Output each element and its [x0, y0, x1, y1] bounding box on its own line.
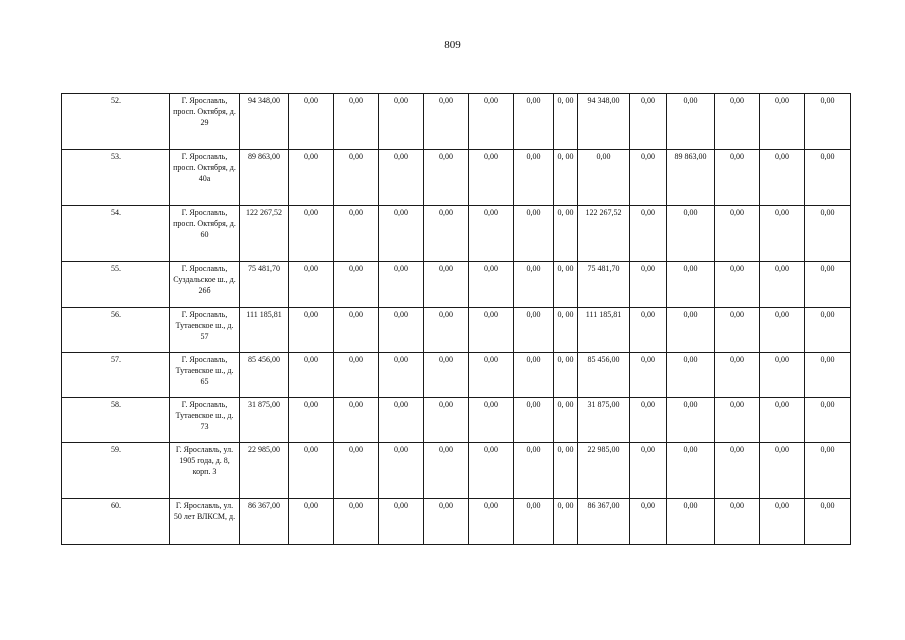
cell-amount-col-10: 0,00 [667, 499, 715, 545]
cell-amount-col-9: 0,00 [630, 150, 667, 206]
cell-amount-col-3: 0,00 [379, 150, 424, 206]
cell-amount-col-8: 75 481,70 [578, 262, 630, 308]
cell-amount-col-6: 0,00 [514, 499, 554, 545]
cell-amount-col-9: 0,00 [630, 308, 667, 353]
cell-amount-col-2: 0,00 [334, 206, 379, 262]
cell-amount-col-6: 0,00 [514, 443, 554, 499]
cell-amount-col-7: 0, 00 [554, 206, 578, 262]
cell-amount-col-8: 85 456,00 [578, 353, 630, 398]
cell-amount-col-2: 0,00 [334, 150, 379, 206]
table-row [62, 150, 851, 206]
cell-amount-col-10: 0,00 [667, 262, 715, 308]
cell-amount-col-8: 0,00 [578, 150, 630, 206]
table-row [62, 308, 851, 353]
cell-amount-col-3: 0,00 [379, 443, 424, 499]
cell-amount-col-11: 0,00 [715, 206, 760, 262]
cell-total-amount: 86 367,00 [240, 499, 289, 545]
cell-amount-col-7: 0, 00 [554, 262, 578, 308]
cell-amount-col-7: 0, 00 [554, 353, 578, 398]
cell-amount-col-12: 0,00 [760, 499, 805, 545]
cell-amount-col-4: 0,00 [424, 262, 469, 308]
cell-total-amount: 89 863,00 [240, 150, 289, 206]
cell-amount-col-4: 0,00 [424, 150, 469, 206]
cell-address: Г. Ярославль, ул. 1905 года, д. 8, корп. 3 [170, 443, 240, 499]
cell-amount-col-9: 0,00 [630, 262, 667, 308]
cell-total-amount: 75 481,70 [240, 262, 289, 308]
cell-amount-col-10: 0,00 [667, 94, 715, 150]
cell-amount-col-5: 0,00 [469, 398, 514, 443]
cell-amount-col-13: 0,00 [805, 262, 851, 308]
cell-amount-col-12: 0,00 [760, 94, 805, 150]
cell-amount-col-10: 0,00 [667, 206, 715, 262]
cell-amount-col-5: 0,00 [469, 308, 514, 353]
cell-amount-col-8: 94 348,00 [578, 94, 630, 150]
cell-amount-col-8: 111 185,81 [578, 308, 630, 353]
cell-amount-col-6: 0,00 [514, 94, 554, 150]
cell-address: Г. Ярославль, Тутаевское ш., д. 57 [170, 308, 240, 353]
cell-amount-col-7: 0, 00 [554, 499, 578, 545]
cell-amount-col-3: 0,00 [379, 398, 424, 443]
cell-amount-col-5: 0,00 [469, 94, 514, 150]
cell-amount-col-2: 0,00 [334, 353, 379, 398]
cell-amount-col-4: 0,00 [424, 308, 469, 353]
cell-amount-col-4: 0,00 [424, 443, 469, 499]
cell-amount-col-2: 0,00 [334, 308, 379, 353]
cell-amount-col-7: 0, 00 [554, 150, 578, 206]
cell-amount-col-10: 0,00 [667, 353, 715, 398]
cell-address: Г. Ярославль, Тутаевское ш., д. 65 [170, 353, 240, 398]
cell-amount-col-6: 0,00 [514, 353, 554, 398]
cell-amount-col-4: 0,00 [424, 94, 469, 150]
table-row [62, 443, 851, 499]
cell-amount-col-1: 0,00 [289, 499, 334, 545]
cell-amount-col-9: 0,00 [630, 206, 667, 262]
cell-amount-col-7: 0, 00 [554, 308, 578, 353]
cell-row-number: 52. [62, 94, 170, 150]
cell-amount-col-1: 0,00 [289, 353, 334, 398]
cell-amount-col-1: 0,00 [289, 262, 334, 308]
cell-amount-col-1: 0,00 [289, 150, 334, 206]
cell-amount-col-6: 0,00 [514, 398, 554, 443]
table-row [62, 206, 851, 262]
cell-amount-col-7: 0, 00 [554, 94, 578, 150]
cell-amount-col-13: 0,00 [805, 206, 851, 262]
cell-amount-col-8: 122 267,52 [578, 206, 630, 262]
cell-amount-col-3: 0,00 [379, 308, 424, 353]
cell-row-number: 53. [62, 150, 170, 206]
cell-amount-col-11: 0,00 [715, 150, 760, 206]
cell-row-number: 57. [62, 353, 170, 398]
cell-amount-col-13: 0,00 [805, 308, 851, 353]
cell-amount-col-1: 0,00 [289, 206, 334, 262]
cell-amount-col-3: 0,00 [379, 262, 424, 308]
cell-amount-col-4: 0,00 [424, 353, 469, 398]
cell-amount-col-6: 0,00 [514, 206, 554, 262]
cell-amount-col-3: 0,00 [379, 353, 424, 398]
cell-amount-col-11: 0,00 [715, 499, 760, 545]
cell-amount-col-13: 0,00 [805, 150, 851, 206]
cell-total-amount: 111 185,81 [240, 308, 289, 353]
cell-amount-col-4: 0,00 [424, 398, 469, 443]
cell-amount-col-2: 0,00 [334, 443, 379, 499]
cell-amount-col-5: 0,00 [469, 353, 514, 398]
cell-amount-col-4: 0,00 [424, 206, 469, 262]
cell-amount-col-10: 89 863,00 [667, 150, 715, 206]
cell-amount-col-13: 0,00 [805, 398, 851, 443]
cell-address: Г. Ярославль, Тутаевское ш., д. 73 [170, 398, 240, 443]
cell-amount-col-7: 0, 00 [554, 443, 578, 499]
cell-total-amount: 85 456,00 [240, 353, 289, 398]
cell-row-number: 54. [62, 206, 170, 262]
cell-amount-col-6: 0,00 [514, 308, 554, 353]
cell-amount-col-12: 0,00 [760, 206, 805, 262]
cell-amount-col-2: 0,00 [334, 398, 379, 443]
page-number: 809 [444, 39, 461, 51]
table-body [62, 94, 851, 545]
cell-amount-col-11: 0,00 [715, 398, 760, 443]
cell-amount-col-3: 0,00 [379, 499, 424, 545]
cell-row-number: 58. [62, 398, 170, 443]
cell-amount-col-13: 0,00 [805, 353, 851, 398]
table-row [62, 262, 851, 308]
cell-amount-col-6: 0,00 [514, 262, 554, 308]
table-row [62, 499, 851, 545]
cell-amount-col-9: 0,00 [630, 443, 667, 499]
cell-amount-col-2: 0,00 [334, 94, 379, 150]
cell-amount-col-1: 0,00 [289, 308, 334, 353]
cell-amount-col-5: 0,00 [469, 150, 514, 206]
cell-amount-col-2: 0,00 [334, 262, 379, 308]
cell-amount-col-8: 31 875,00 [578, 398, 630, 443]
cell-amount-col-10: 0,00 [667, 398, 715, 443]
cell-amount-col-1: 0,00 [289, 443, 334, 499]
cell-amount-col-8: 86 367,00 [578, 499, 630, 545]
cell-amount-col-11: 0,00 [715, 353, 760, 398]
cell-amount-col-12: 0,00 [760, 398, 805, 443]
cell-amount-col-2: 0,00 [334, 499, 379, 545]
cell-amount-col-9: 0,00 [630, 499, 667, 545]
cell-address: Г. Ярославль, ул. 50 лет ВЛКСМ, д. [170, 499, 240, 545]
cell-amount-col-3: 0,00 [379, 94, 424, 150]
cell-amount-col-9: 0,00 [630, 94, 667, 150]
cell-amount-col-4: 0,00 [424, 499, 469, 545]
cell-amount-col-11: 0,00 [715, 308, 760, 353]
cell-amount-col-12: 0,00 [760, 353, 805, 398]
cell-amount-col-11: 0,00 [715, 262, 760, 308]
cell-address: Г. Ярославль, просп. Октября, д. 60 [170, 206, 240, 262]
cell-address: Г. Ярославль, просп. Октября, д. 29 [170, 94, 240, 150]
cell-amount-col-13: 0,00 [805, 499, 851, 545]
cell-amount-col-9: 0,00 [630, 398, 667, 443]
cell-address: Г. Ярославль, просп. Октября, д. 40а [170, 150, 240, 206]
cell-amount-col-5: 0,00 [469, 262, 514, 308]
cell-amount-col-11: 0,00 [715, 443, 760, 499]
cell-total-amount: 31 875,00 [240, 398, 289, 443]
cell-amount-col-6: 0,00 [514, 150, 554, 206]
cell-amount-col-7: 0, 00 [554, 398, 578, 443]
cell-amount-col-11: 0,00 [715, 94, 760, 150]
cell-total-amount: 94 348,00 [240, 94, 289, 150]
table-row [62, 353, 851, 398]
cell-amount-col-10: 0,00 [667, 443, 715, 499]
cell-amount-col-1: 0,00 [289, 94, 334, 150]
cell-row-number: 59. [62, 443, 170, 499]
cell-amount-col-10: 0,00 [667, 308, 715, 353]
cell-total-amount: 22 985,00 [240, 443, 289, 499]
cell-amount-col-9: 0,00 [630, 353, 667, 398]
cell-amount-col-13: 0,00 [805, 443, 851, 499]
cell-amount-col-5: 0,00 [469, 206, 514, 262]
cell-amount-col-12: 0,00 [760, 262, 805, 308]
cell-row-number: 60. [62, 499, 170, 545]
data-table [61, 93, 851, 545]
cell-amount-col-8: 22 985,00 [578, 443, 630, 499]
cell-amount-col-12: 0,00 [760, 308, 805, 353]
cell-total-amount: 122 267,52 [240, 206, 289, 262]
cell-address: Г. Ярославль, Суздальское ш., д. 26б [170, 262, 240, 308]
table-row [62, 398, 851, 443]
cell-row-number: 56. [62, 308, 170, 353]
cell-row-number: 55. [62, 262, 170, 308]
cell-amount-col-5: 0,00 [469, 443, 514, 499]
cell-amount-col-13: 0,00 [805, 94, 851, 150]
table-row [62, 94, 851, 150]
cell-amount-col-1: 0,00 [289, 398, 334, 443]
cell-amount-col-5: 0,00 [469, 499, 514, 545]
cell-amount-col-12: 0,00 [760, 443, 805, 499]
cell-amount-col-3: 0,00 [379, 206, 424, 262]
cell-amount-col-12: 0,00 [760, 150, 805, 206]
